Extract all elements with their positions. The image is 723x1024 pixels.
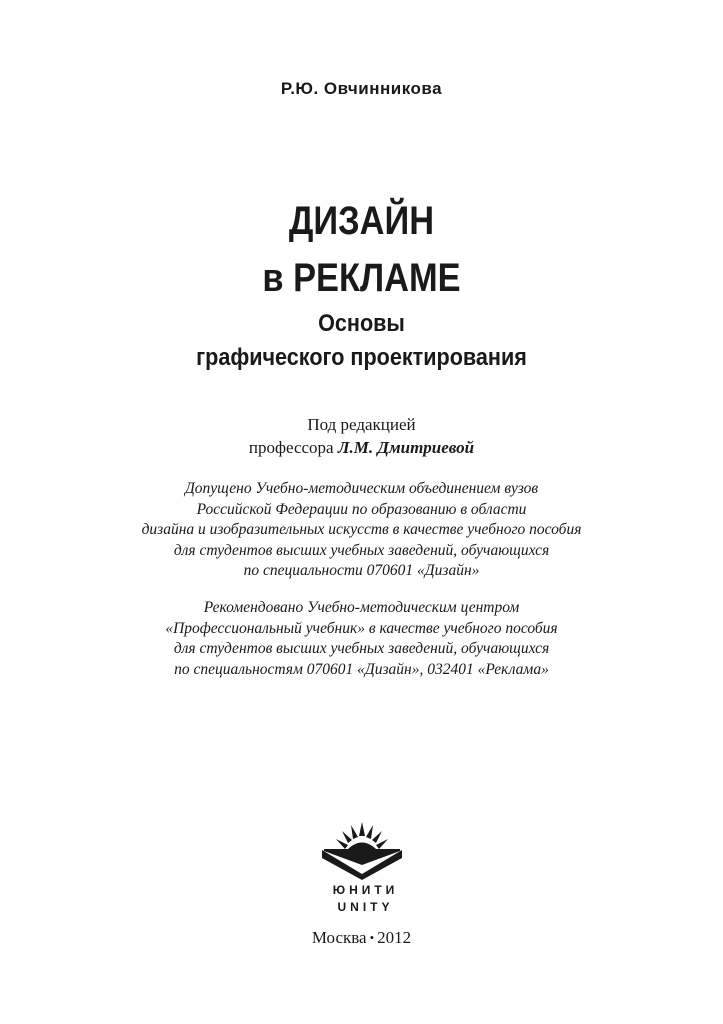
approval-statement [0,479,723,582]
approval-line: для студентов высших учебных заведений, обучающихся [173,541,550,559]
editor-name: Л.М. Дмитриевой [337,438,475,457]
recommendation-statement [0,598,723,680]
unity-publisher-logo-icon [318,820,406,880]
editor-label: Под редакцией [307,415,416,434]
approval-line: по специальности 070601 «Дизайн» [243,562,480,579]
imprint-line [0,927,723,949]
book-title-line-1: ДИЗАЙН [288,199,435,243]
approval-line: дизайна и изобразительных искусств в качестве учебного пособия [141,521,582,538]
editor-credit [0,437,723,459]
recommendation-line: «Профессиональный учебник» в качестве учебного пособия [165,619,558,637]
imprint-year: 2012 [377,928,412,947]
author-name: Р.Ю. Овчинникова [280,79,443,98]
book-title-line-2: в РЕКЛАМЕ [262,256,461,300]
book-subtitle-line-1: Основы [318,310,405,337]
publisher-name-en: UNITY [337,900,394,914]
recommendation-line: по специальностям 070601 «Дизайн», 032401 «Реклама» [174,660,549,678]
imprint-city: Москва [311,928,367,947]
approval-line: Допущено Учебно-методическим объединением вузов [184,480,539,497]
approval-line: Российской Федерации по образованию в области [196,500,527,518]
recommendation-line: для студентов высших учебных заведений, обучающихся [173,640,550,657]
recommendation-line: Рекомендовано Учебно-методическим центром [203,599,520,616]
publisher-name-ru: ЮНИТИ [332,883,399,897]
imprint-separator: • [369,930,375,945]
editor-prefix: профессора [248,438,338,457]
book-subtitle-line-2: графического проектирования [196,344,527,371]
